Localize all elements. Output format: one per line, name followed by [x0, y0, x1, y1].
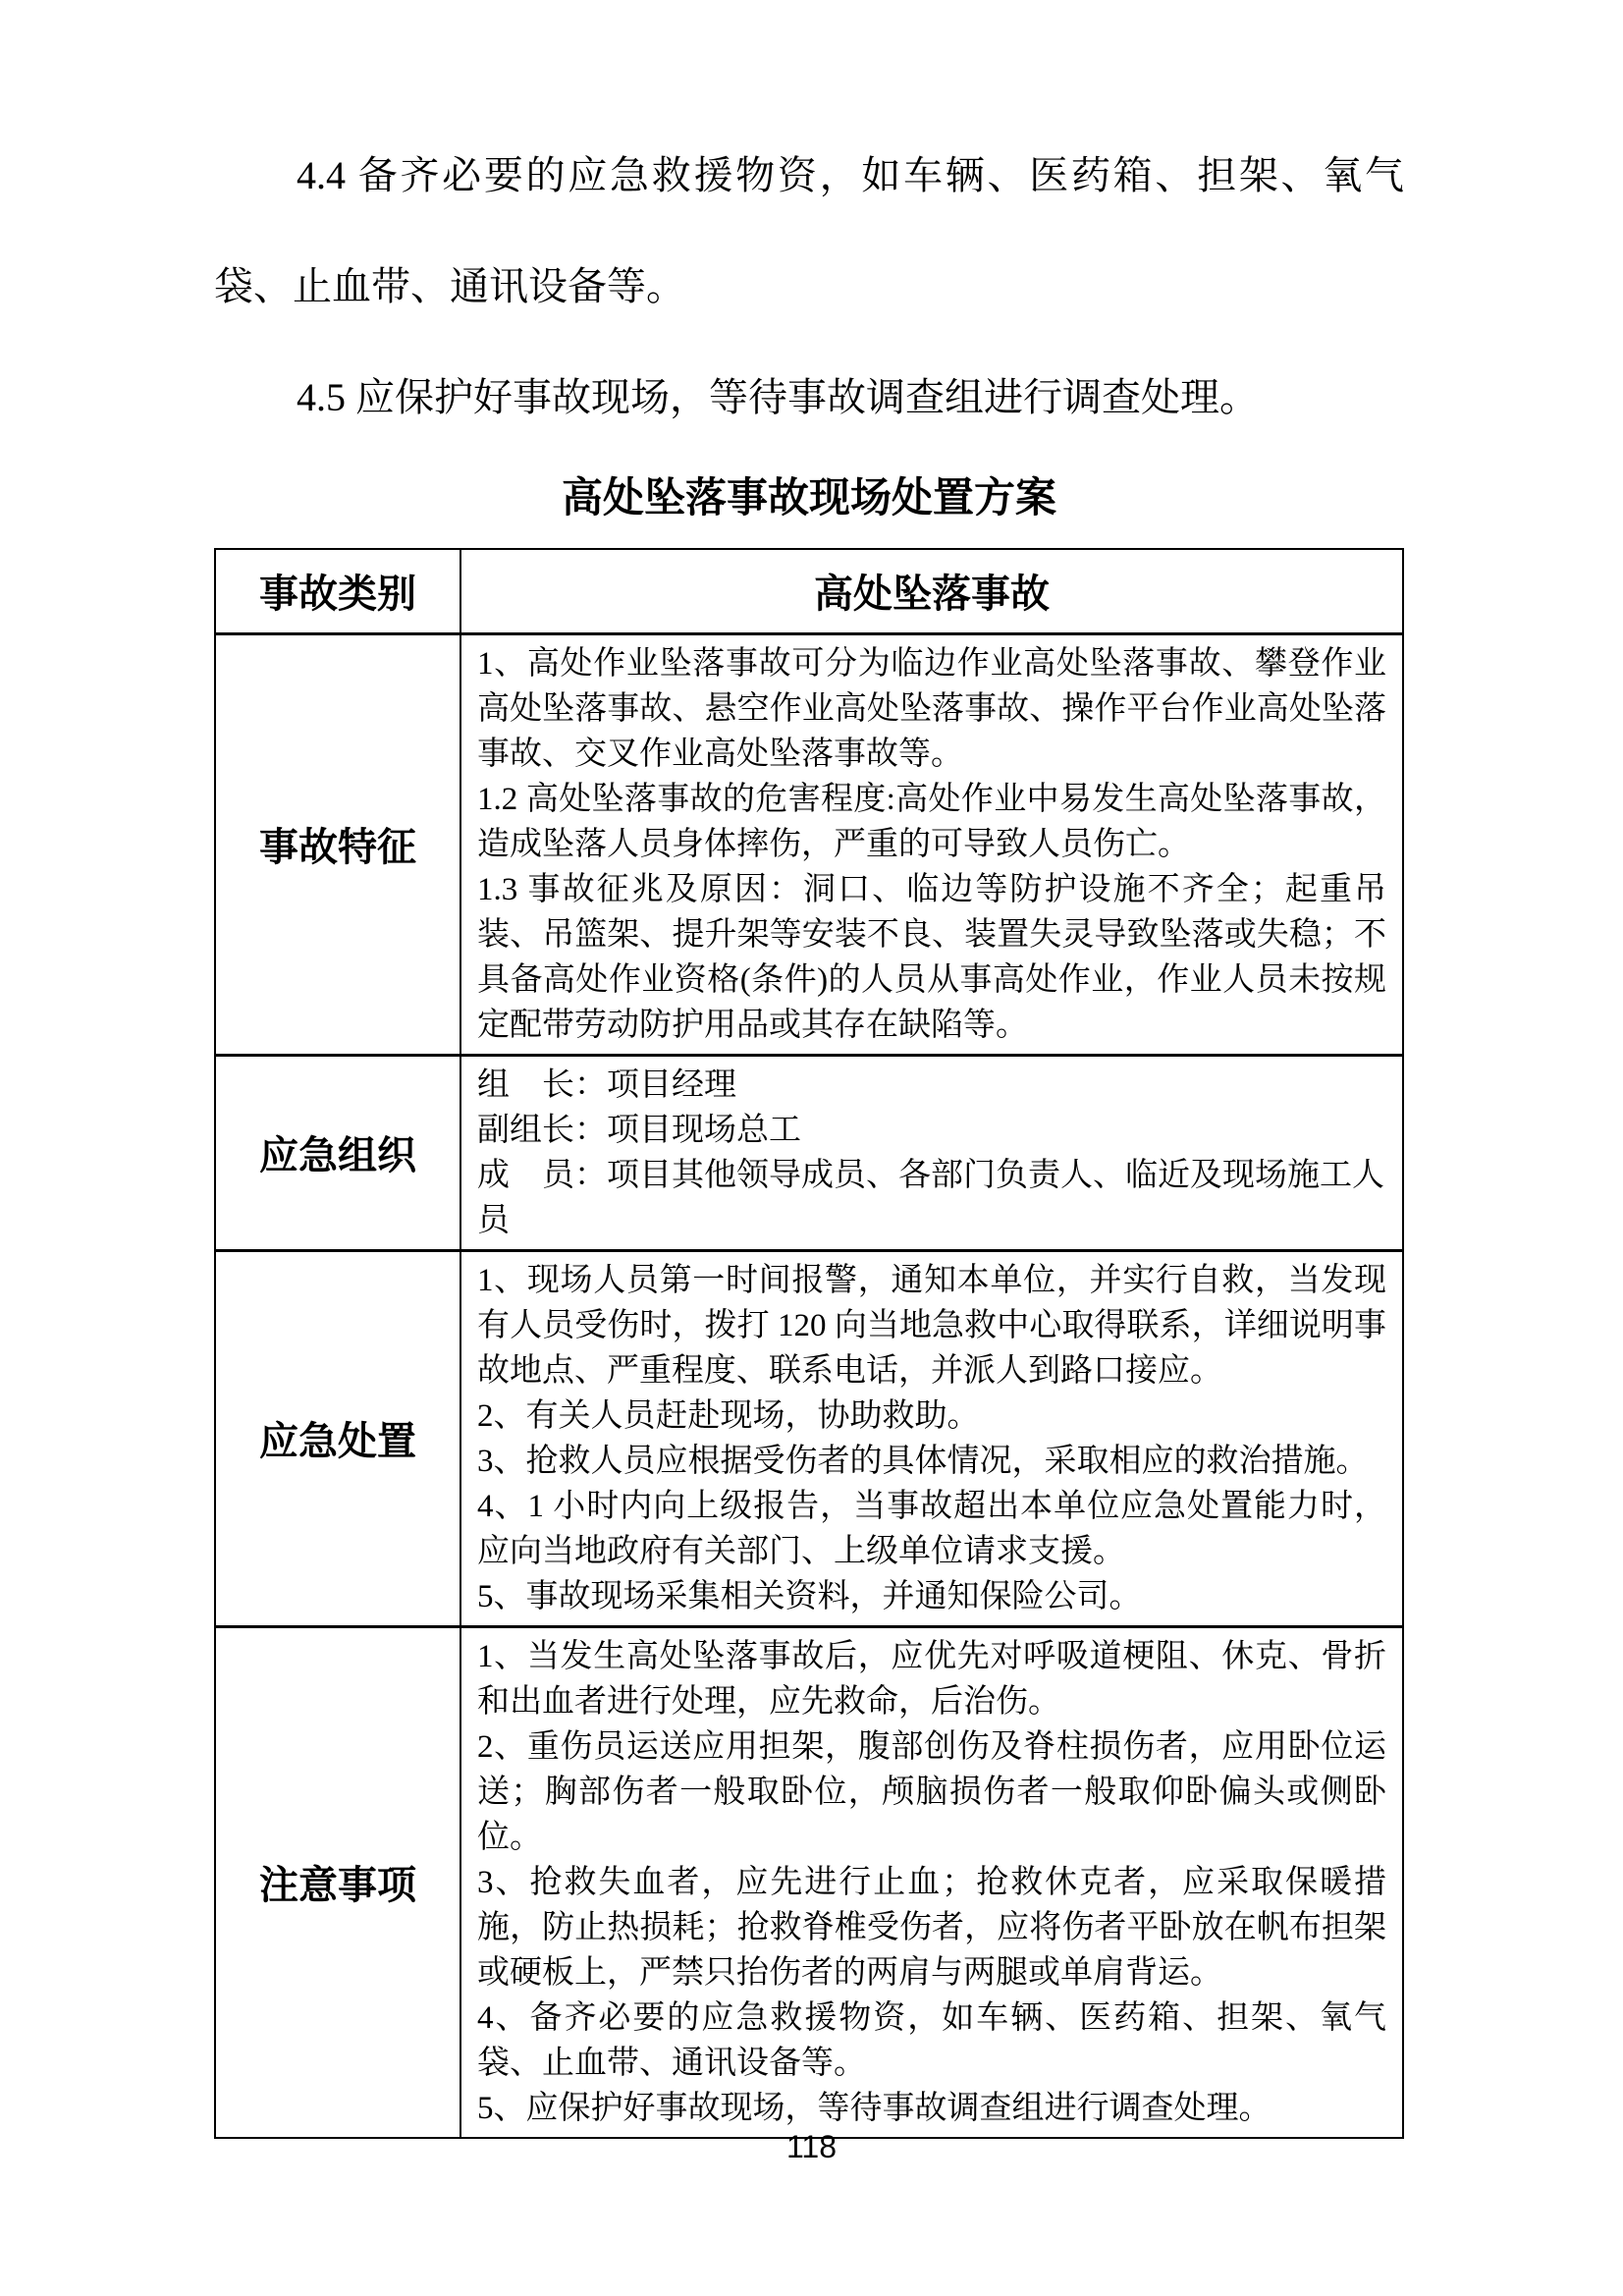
cell-emergency-handling: [460, 1250, 1403, 1626]
org-deputy-line: 副组长：项目现场总工: [477, 1112, 801, 1148]
row-label-precautions: 注意事项: [215, 1626, 460, 2138]
cell-precautions: [460, 1626, 1403, 2138]
precaution-item: 4、备齐必要的应急救援物资，如车辆、医药箱、担架、氧气袋、止血带、通讯设备等。: [477, 1999, 1386, 2081]
cell-accident-features: [460, 633, 1403, 1055]
page-content: [214, 120, 1404, 2139]
paragraph-4-5: 4.5 应保护好事故现场，等待事故调查组进行调查处理。: [297, 375, 1259, 419]
precaution-item: 1、当发生高处坠落事故后，应优先对呼吸道梗阻、休克、骨折和出血者进行处理，应先救命，后治伤。: [477, 1638, 1386, 1720]
handling-item: 3、抢救人员应根据受伤者的具体情况，采取相应的救治措施。: [477, 1443, 1369, 1479]
table-row-accident-features: [215, 633, 1403, 1055]
cell-emergency-organization: [460, 1055, 1403, 1250]
feature-item: 1、高处作业坠落事故可分为临边作业高处坠落事故、攀登作业高处坠落事故、悬空作业高处坠落事故、操作平台作业高处坠落事故、交叉作业高处坠落事故等。: [477, 645, 1386, 772]
handling-item: 5、事故现场采集相关资料，并通知保险公司。: [477, 1578, 1142, 1614]
row-label-emergency-organization: 应急组织: [215, 1055, 460, 1250]
page-number: 118: [785, 2129, 837, 2164]
paragraph-4-4: 4.4 备齐必要的应急救援物资，如车辆、医药箱、担架、氧气袋、止血带、通讯设备等。: [214, 153, 1404, 308]
handling-item: 2、有关人员赶赴现场，协助救助。: [477, 1397, 980, 1434]
row-label-accident-features: 事故特征: [215, 633, 460, 1055]
feature-item: 1.2 高处坠落事故的危害程度:高处作业中易发生高处坠落事故，造成坠落人员身体摔伤，严重的可导致人员伤亡。: [477, 781, 1386, 862]
table-title: 高处坠落事故现场处置方案: [561, 476, 1056, 521]
precaution-item: 5、应保护好事故现场，等待事故调查组进行调查处理。: [477, 2090, 1271, 2126]
header-cell-accident-category: 事故类别: [215, 549, 460, 633]
handling-item: 1、现场人员第一时间报警，通知本单位，并实行自救，当发现有人员受伤时，拨打 120 向当地急救中心取得联系，详细说明事故地点、严重程度、联系电话，并派人到路口接应。: [477, 1262, 1386, 1389]
header-cell-accident-type: 高处坠落事故: [460, 549, 1403, 633]
response-plan-table: [214, 548, 1404, 2139]
precaution-item: 3、抢救失血者，应先进行止血；抢救休克者，应采取保暖措施，防止热损耗；抢救脊椎受伤者，应将伤者平卧放在帆布担架或硬板上，严禁只抬伤者的两肩与两腿或单肩背运。: [477, 1864, 1386, 1991]
table-header-row: [215, 549, 1403, 633]
org-leader-line: 组 长：项目经理: [477, 1066, 736, 1103]
table-row-emergency-handling: [215, 1250, 1403, 1626]
handling-item: 4、1 小时内向上级报告，当事故超出本单位应急处置能力时，应向当地政府有关部门、上级单位请求支援。: [477, 1488, 1386, 1569]
org-members-line: 成 员：项目其他领导成员、各部门负责人、临近及现场施工人员: [477, 1157, 1384, 1238]
table-row-emergency-organization: [215, 1055, 1403, 1250]
feature-item: 1.3 事故征兆及原因：洞口、临边等防护设施不齐全；起重吊装、吊篮架、提升架等安装不良、装置失灵导致坠落或失稳；不具备高处作业资格(条件)的人员从事高处作业，作业人员未按规定配带劳动防护用品或其存在缺陷等。: [477, 871, 1386, 1043]
table-row-precautions: [215, 1626, 1403, 2138]
precaution-item: 2、重伤员运送应用担架，腹部创伤及脊柱损伤者，应用卧位运送；胸部伤者一般取卧位，颅脑损伤者一般取仰卧偏头或侧卧位。: [477, 1728, 1386, 1855]
row-label-emergency-handling: 应急处置: [215, 1250, 460, 1626]
